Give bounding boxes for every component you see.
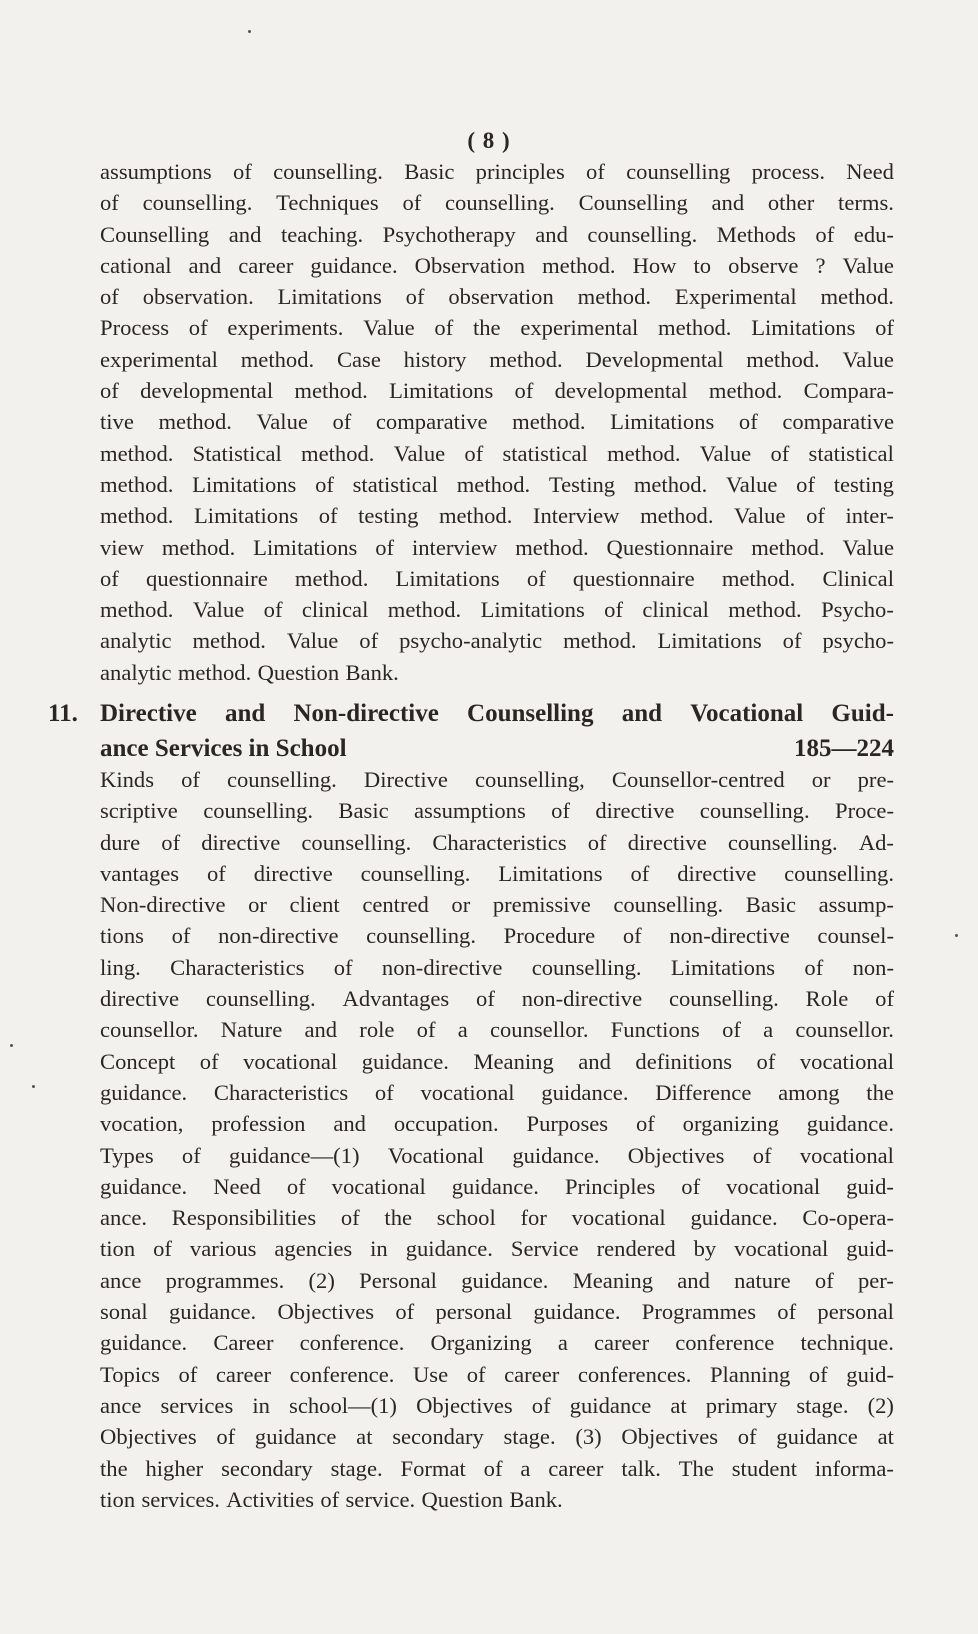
text-line: cational and career guidance. Observation method. How to observe ? Value [100, 252, 894, 278]
text-line: tions of non-directive counselling. Procedure of non-directive counsel- [100, 923, 894, 949]
chapter-title-line1: Directive and Non-directive Counselling and Vocational Guid- [100, 700, 894, 727]
scan-speck [955, 934, 958, 937]
text-line: directive counselling. Advantages of non-directive counselling. Role of [100, 986, 894, 1012]
text-line: of counselling. Techniques of counselling. Counselling and other terms. [100, 190, 894, 216]
text-line: sonal guidance. Objectives of personal guidance. Programmes of personal [100, 1299, 894, 1325]
text-line: vantages of directive counselling. Limitations of directive counselling. [100, 860, 894, 886]
text-line: of observation. Limitations of observation method. Experimental method. [100, 284, 894, 310]
text-line: Counselling and teaching. Psychotherapy and counselling. Methods of edu- [100, 221, 894, 247]
text-line: guidance. Characteristics of vocational guidance. Difference among the [100, 1079, 894, 1105]
text-line: counsellor. Nature and role of a counsellor. Functions of a counsellor. [100, 1017, 894, 1043]
text-line: method. Statistical method. Value of statistical method. Value of statistical [100, 440, 894, 466]
continued-section-text [100, 156, 894, 688]
text-line: ance. Responsibilities of the school for vocational guidance. Co-opera- [100, 1205, 894, 1231]
text-line: Types of guidance—(1) Vocational guidance. Objectives of vocational [100, 1142, 894, 1168]
text-line: experimental method. Case history method. Developmental method. Value [100, 346, 894, 372]
scan-speck [10, 1044, 13, 1047]
text-line: method. Limitations of statistical method. Testing method. Value of testing [100, 471, 894, 497]
page-number: ( 8 ) [467, 128, 511, 153]
chapter-page-range: 185—224 [794, 735, 894, 762]
text-line: Process of experiments. Value of the experimental method. Limitations of [100, 315, 894, 341]
chapter-title-line2: ance Services in School [100, 735, 347, 762]
chapter-contents-text [100, 764, 894, 1515]
text-line: tion of various agencies in guidance. Service rendered by vocational guid- [100, 1236, 894, 1262]
text-line: method. Value of clinical method. Limitations of clinical method. Psycho- [100, 597, 894, 623]
text-line: dure of directive counselling. Characteristics of directive counselling. Ad- [100, 829, 894, 855]
text-line: analytic method. Value of psycho-analytic method. Limitations of psycho- [100, 628, 894, 654]
text-line: assumptions of counselling. Basic principles of counselling process. Need [100, 159, 894, 184]
text-line: Non-directive or client centred or premissive counselling. Basic assump- [100, 892, 894, 918]
text-line: analytic method. Question Bank. [100, 659, 399, 685]
text-line: Concept of vocational guidance. Meaning and definitions of vocational [100, 1048, 894, 1074]
chapter-heading [48, 696, 894, 766]
text-line: guidance. Need of vocational guidance. Principles of vocational guid- [100, 1173, 894, 1199]
text-line: scriptive counselling. Basic assumptions of directive counselling. Proce- [100, 798, 894, 824]
text-line: of developmental method. Limitations of developmental method. Compara- [100, 378, 894, 404]
scan-speck [248, 30, 251, 33]
text-line: tive method. Value of comparative method. Limitations of comparative [100, 409, 894, 435]
text-line: Objectives of guidance at secondary stage. (3) Objectives of guidance at [100, 1424, 894, 1450]
text-line: ance programmes. (2) Personal guidance. Meaning and nature of per- [100, 1267, 894, 1293]
text-line: of questionnaire method. Limitations of questionnaire method. Clinical [100, 565, 894, 591]
text-line: Topics of career conference. Use of career conferences. Planning of guid- [100, 1361, 894, 1387]
text-line: the higher secondary stage. Format of a career talk. The student informa- [100, 1455, 894, 1481]
text-line: tion services. Activities of service. Question Bank. [100, 1486, 563, 1512]
text-line: guidance. Career conference. Organizing a career conference technique. [100, 1330, 894, 1356]
text-line: method. Limitations of testing method. Interview method. Value of inter- [100, 503, 894, 529]
text-line: vocation, profession and occupation. Purposes of organizing guidance. [100, 1111, 894, 1137]
text-line: ling. Characteristics of non-directive counselling. Limitations of non- [100, 954, 894, 980]
scan-speck [32, 1085, 35, 1088]
text-line: view method. Limitations of interview method. Questionnaire method. Value [100, 534, 894, 560]
text-line: ance services in school—(1) Objectives of guidance at primary stage. (2) [100, 1392, 894, 1418]
chapter-number: 11. [48, 700, 78, 727]
text-line: Kinds of counselling. Directive counselling, Counsellor-centred or pre- [100, 767, 894, 792]
